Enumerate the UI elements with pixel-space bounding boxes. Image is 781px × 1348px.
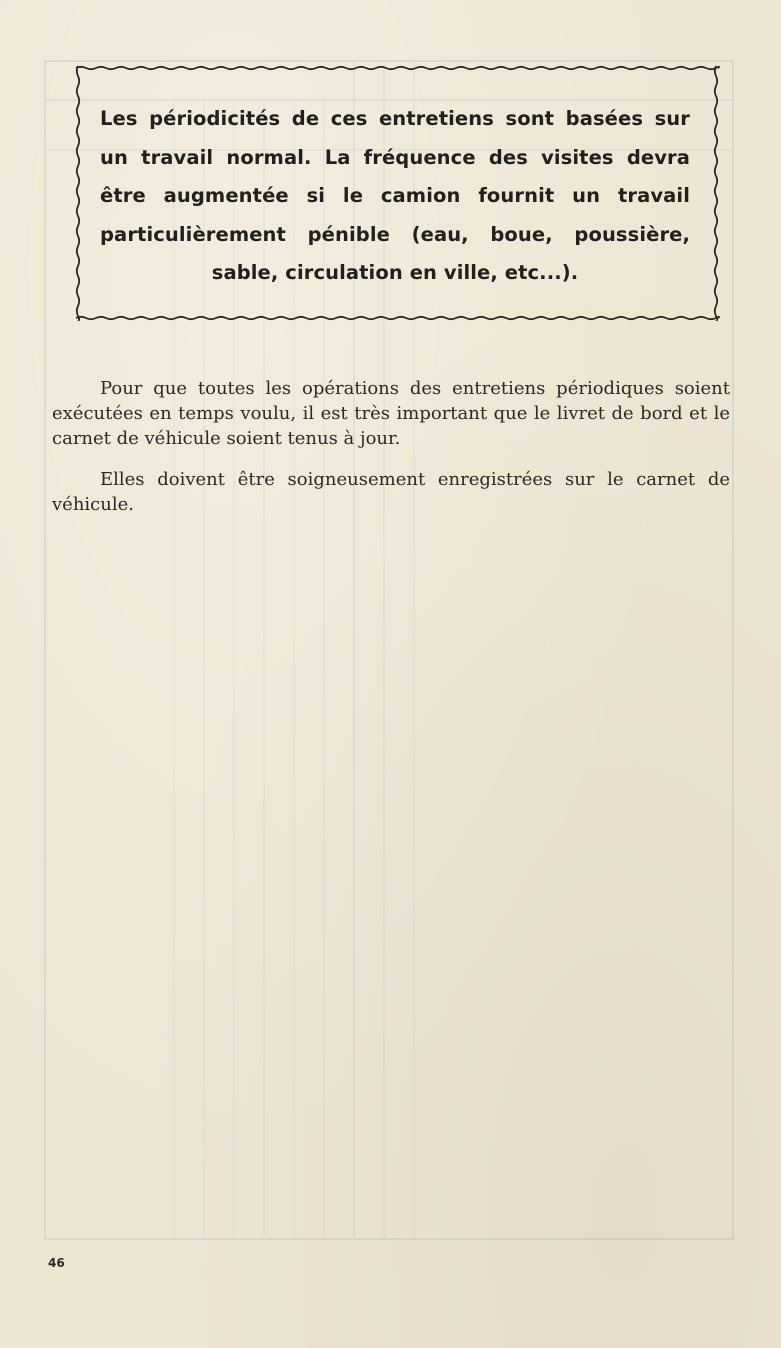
page-number: 46 [48, 1256, 65, 1270]
border-left [77, 66, 79, 320]
notice-text: Les périodicités de ces entretiens sont basées sur un travail normal. La fréquence des visites devra être augmentée si le camion fournit un travail particulièrement pénible (eau, boue, poussière, sable, circulation en ville, etc...). [100, 107, 690, 284]
paragraph-2: Elles doivent être soigneusement enregistrées sur le carnet de véhicule. [52, 469, 730, 515]
border-bottom [76, 317, 719, 319]
border-right [715, 66, 717, 320]
paragraph-1: Pour que toutes les opérations des entretiens périodiques soient exécutées en temps voulu, il est très important que le livret de bord et le carnet de véhicule soient tenus à jour. [52, 378, 730, 449]
border-top [76, 67, 719, 69]
